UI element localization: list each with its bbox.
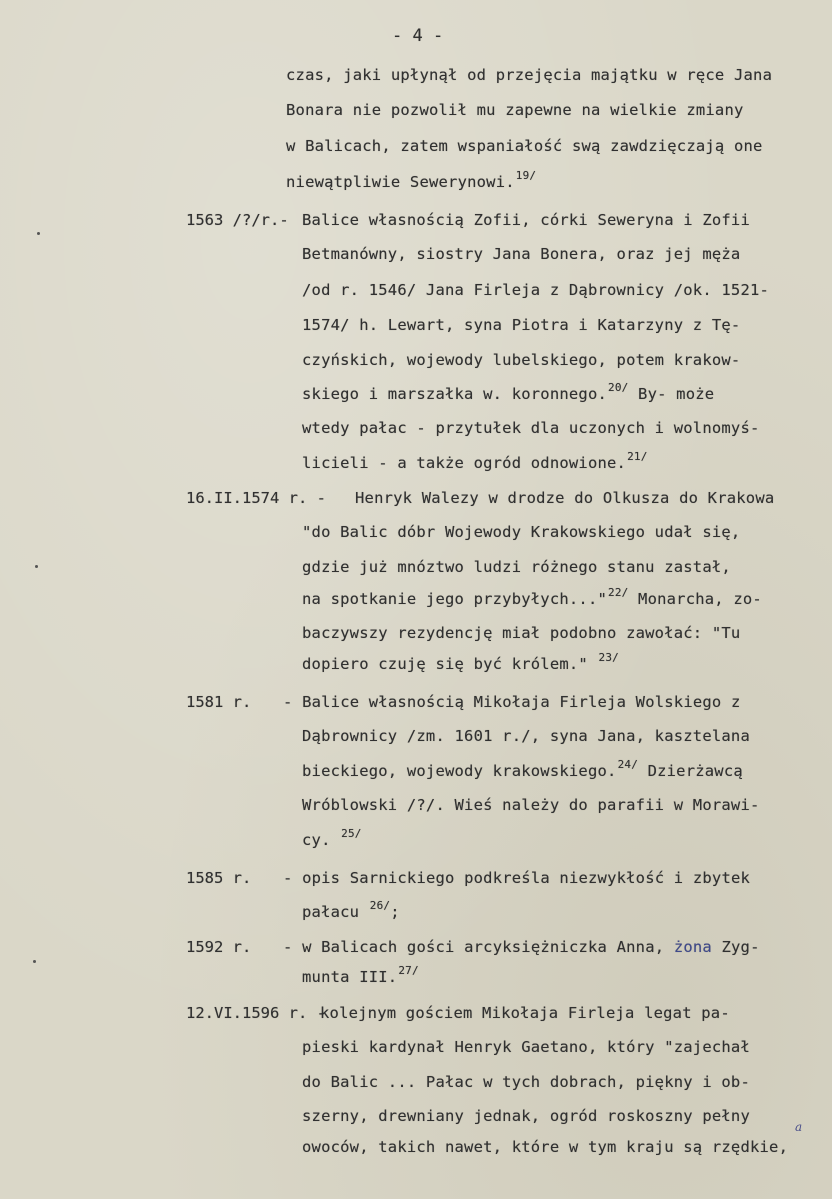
entry-line	[302, 381, 715, 403]
footnote-ref: 19/	[515, 169, 537, 182]
entry-line: "do Balic dóbr Wojewody Krakowskiego udał się,	[302, 523, 741, 541]
footnote-ref: 27/	[398, 964, 419, 977]
entry-line	[302, 651, 619, 673]
footnote-ref: 25/	[341, 827, 362, 840]
footnote-ref: 21/	[627, 450, 648, 463]
footnote-ref: 20/	[608, 381, 629, 394]
body-line: w Balicach, zatem wspaniałość swą zawdzięczają one	[286, 137, 763, 155]
entry-line: szerny, drewniany jednak, ogród roskoszny pełny	[302, 1107, 750, 1125]
body-line-text: niewątpliwie Sewerynowi.	[286, 173, 515, 191]
entry-line	[302, 450, 648, 472]
entry-line-text: munta III.	[302, 968, 398, 986]
entry-line	[302, 899, 400, 921]
footnote-ref: 22/	[608, 586, 629, 599]
margin-dot	[35, 565, 38, 568]
entry-line: kolejnym gościem Mikołaja Firleja legat pa-	[320, 1004, 730, 1022]
entry-line	[302, 586, 762, 608]
entry-line: Henryk Walezy w drodze do Olkusza do Krakowa	[355, 489, 775, 507]
entry-date: 16.II.1574 r. -	[186, 489, 326, 507]
entry-line	[283, 938, 760, 956]
entry-line-text: ;	[390, 903, 400, 921]
entry-line-text: dopiero czuję się być królem."	[302, 655, 588, 673]
entry-line-text: skiego i marszałka w. koronnego.	[302, 385, 608, 403]
entry-line	[302, 827, 362, 849]
entry-line	[302, 758, 743, 780]
entry-line: Betmanówny, siostry Jana Bonera, oraz jej męża	[302, 245, 741, 263]
footnote-ref: 26/	[369, 899, 391, 912]
entry-line-text: By- może	[628, 385, 715, 403]
entry-line-text: pałacu	[302, 903, 360, 921]
entry-line-text: - w Balicach gości arcyksiężniczka Anna,	[283, 938, 674, 956]
entry-line: /od r. 1546/ Jana Firleja z Dąbrownicy /ok. 1521-	[302, 281, 770, 299]
handwritten-correction: żona	[673, 938, 712, 956]
entry-line-text: Monarcha, zo-	[628, 590, 762, 608]
body-line: Bonara nie pozwolił mu zapewne na wielkie zmiany	[286, 101, 744, 119]
entry-line: Dąbrownicy /zm. 1601 r./, syna Jana, kasztelana	[302, 727, 750, 745]
entry-line: czyńskich, wojewody lubelskiego, potem krakow-	[302, 351, 741, 369]
entry-line: 1574/ h. Lewart, syna Piotra i Katarzyny z Tę-	[302, 316, 741, 334]
entry-line-text: bieckiego, wojewody krakowskiego.	[302, 762, 617, 780]
entry-line: - opis Sarnickiego podkreśla niezwykłość i zbytek	[283, 869, 751, 887]
entry-line-text: Dzierżawcą	[638, 762, 743, 780]
body-line: czas, jaki upłynął od przejęcia majątku w ręce Jana	[286, 66, 773, 84]
entry-line-text: na spotkanie jego przybyłych..."	[302, 590, 608, 608]
footnote-ref: 23/	[598, 651, 619, 664]
entry-date: 1585 r.	[186, 869, 252, 887]
margin-dot	[37, 232, 40, 235]
entry-line	[302, 964, 419, 986]
entry-line: baczywszy rezydencję miał podobno zawołać: "Tu	[302, 624, 741, 642]
entry-line: - Balice własnością Mikołaja Firleja Wolskiego z	[283, 693, 741, 711]
page-number: - 4 -	[392, 26, 444, 46]
entry-line: pieski kardynał Henryk Gaetano, który "zajechał	[302, 1038, 750, 1056]
entry-date: 12.VI.1596 r. -	[186, 1004, 326, 1022]
entry-line: Wróblowski /?/. Wieś należy do parafii w Morawi-	[302, 796, 760, 814]
entry-line-text: cy.	[302, 831, 331, 849]
entry-date: 1592 r.	[186, 938, 252, 956]
margin-dot	[33, 960, 36, 963]
handwritten-annotation: a	[795, 1120, 803, 1134]
entry-line: do Balic ... Pałac w tych dobrach, piękny i ob-	[302, 1073, 750, 1091]
entry-date: 1581 r.	[186, 693, 252, 711]
body-line	[286, 169, 537, 191]
entry-line-text: licieli - a także ogród odnowione.	[302, 454, 627, 472]
entry-line-text: Zyg-	[711, 938, 760, 956]
entry-line: wtedy pałac - przytułek dla uczonych i wolnomyś-	[302, 419, 760, 437]
footnote-ref: 24/	[617, 758, 639, 771]
entry-line: Balice własnością Zofii, córki Seweryna i Zofii	[302, 211, 750, 229]
entry-date: 1563 /?/r.-	[186, 211, 289, 229]
entry-line: owoców, takich nawet, które w tym kraju są rzędkie,	[302, 1138, 789, 1156]
entry-line: gdzie już mnóztwo ludzi różnego stanu zastał,	[302, 558, 731, 576]
